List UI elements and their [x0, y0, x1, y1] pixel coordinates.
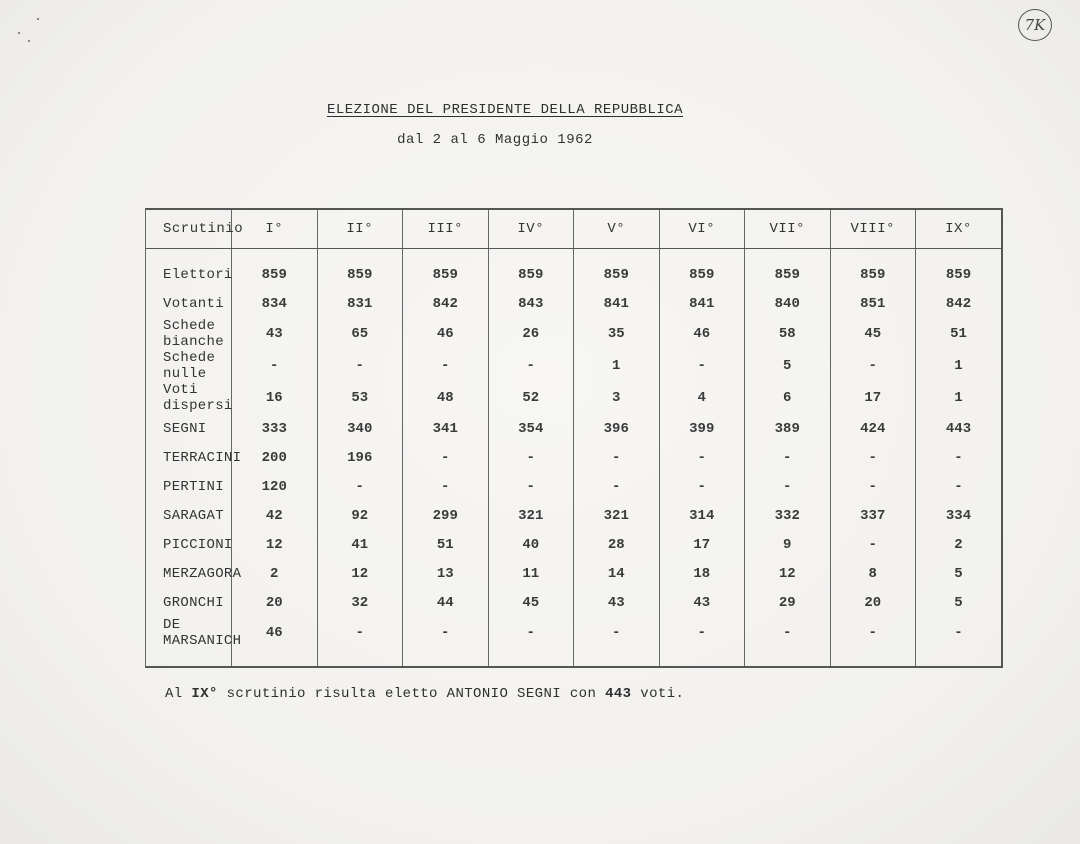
spacer-cell — [830, 249, 916, 261]
table-cell: - — [488, 443, 574, 472]
table-cell: 337 — [830, 501, 916, 530]
table-cell: 46 — [403, 318, 489, 350]
table-cell: 842 — [945, 295, 972, 312]
table-header-row — [146, 210, 1001, 249]
table-cell: 831 — [317, 289, 403, 318]
table-cell: 51 — [403, 530, 489, 559]
table-cell: 43 — [232, 318, 318, 350]
table-cell: 334 — [945, 507, 972, 524]
row-header-cell: Scrutinio — [146, 210, 232, 249]
table-cell: - — [830, 617, 916, 649]
table-cell: 851 — [830, 289, 916, 318]
table-cell: 40 — [488, 530, 574, 559]
ballot-results-table — [145, 208, 1003, 668]
table-cell: 13 — [403, 559, 489, 588]
table-cell: - — [488, 350, 574, 382]
spacer-cell — [916, 649, 1002, 666]
table-cell: 1 — [954, 390, 963, 406]
table-cell: 20 — [232, 588, 318, 617]
column-header-8: VIII° — [830, 210, 916, 249]
row-label: SEGNI — [146, 414, 232, 443]
table-cell: 45 — [488, 588, 574, 617]
spacer-cell — [403, 649, 489, 666]
table-cell: 52 — [488, 382, 574, 414]
table-row — [146, 318, 1001, 350]
table-cell: 5 — [745, 350, 831, 382]
table-cell: 53 — [317, 382, 403, 414]
table-cell: 859 — [945, 266, 972, 283]
spacer-cell — [317, 649, 403, 666]
table-row — [146, 530, 1001, 559]
spacer-cell — [232, 649, 318, 666]
result-statement — [165, 686, 684, 702]
table-cell: 842 — [403, 289, 489, 318]
table-cell: 12 — [745, 559, 831, 588]
spacer-cell — [403, 249, 489, 261]
table-row — [146, 501, 1001, 530]
spacer-cell — [830, 649, 916, 666]
column-header-6: VI° — [659, 210, 745, 249]
table-cell: - — [403, 350, 489, 382]
column-header-5: V° — [574, 210, 660, 249]
table-cell: 321 — [488, 501, 574, 530]
table-row — [146, 588, 1001, 617]
table-cell: - — [574, 443, 660, 472]
table-row — [146, 617, 1001, 649]
table-cell: - — [317, 617, 403, 649]
footer-prefix: Al — [165, 686, 192, 702]
table-cell: 332 — [745, 501, 831, 530]
column-header-7: VII° — [745, 210, 831, 249]
table-cell: - — [830, 443, 916, 472]
table-cell: 1 — [574, 350, 660, 382]
table-cell: 341 — [403, 414, 489, 443]
table-cell: - — [659, 443, 745, 472]
column-header-2: II° — [317, 210, 403, 249]
scan-speck — [37, 18, 39, 20]
table-cell: 46 — [659, 318, 745, 350]
table-cell: 2 — [232, 559, 318, 588]
table-cell: 396 — [574, 414, 660, 443]
table-cell: 14 — [574, 559, 660, 588]
footer-votes: 443 — [605, 686, 632, 702]
table-cell: 58 — [745, 318, 831, 350]
table-cell: 41 — [317, 530, 403, 559]
table-row — [146, 559, 1001, 588]
table-cell: 200 — [232, 443, 318, 472]
table-cell: 859 — [488, 260, 574, 289]
table-cell: 17 — [830, 382, 916, 414]
table-cell: - — [745, 443, 831, 472]
table-row — [146, 472, 1001, 501]
document-title: ELEZIONE DEL PRESIDENTE DELLA REPUBBLICA — [326, 102, 684, 118]
table-cell: 834 — [232, 289, 318, 318]
table-cell: 6 — [745, 382, 831, 414]
table-cell: - — [954, 449, 963, 466]
column-header-1: I° — [232, 210, 318, 249]
table-cell: 5 — [954, 565, 963, 582]
table-cell: 859 — [574, 260, 660, 289]
spacer-cell — [146, 249, 232, 261]
table-cell: - — [232, 350, 318, 382]
table-cell: 11 — [488, 559, 574, 588]
spacer-cell — [317, 249, 403, 261]
spacer-cell — [745, 649, 831, 666]
table-cell: 8 — [830, 559, 916, 588]
table-cell: 841 — [659, 289, 745, 318]
table-cell: 9 — [745, 530, 831, 559]
table-row — [146, 414, 1001, 443]
table-cell: 299 — [403, 501, 489, 530]
table-cell: 16 — [232, 382, 318, 414]
row-label: MERZAGORA — [146, 559, 232, 588]
table-row — [146, 260, 1001, 289]
row-label: Voti dispersi — [146, 382, 232, 414]
table-cell: 1 — [954, 358, 963, 374]
table-cell: 28 — [574, 530, 660, 559]
table-cell: 120 — [232, 472, 318, 501]
table-cell: 354 — [488, 414, 574, 443]
table-row — [146, 350, 1001, 382]
table-cell: 92 — [317, 501, 403, 530]
table-cell: - — [830, 350, 916, 382]
table-cell: 859 — [317, 260, 403, 289]
row-label: Votanti — [146, 289, 232, 318]
table-cell: 843 — [488, 289, 574, 318]
table-cell: 859 — [403, 260, 489, 289]
table-cell: 43 — [659, 588, 745, 617]
table-cell: - — [659, 472, 745, 501]
handwritten-page-mark — [1018, 9, 1052, 41]
document-subtitle: dal 2 al 6 Maggio 1962 — [397, 132, 593, 148]
row-label: Schede bianche — [146, 318, 232, 350]
page-mark-text: 7K — [1024, 16, 1046, 34]
table-cell: 43 — [574, 588, 660, 617]
footer-middle: scrutinio risulta eletto ANTONIO SEGNI con — [217, 686, 606, 702]
table-cell: - — [403, 443, 489, 472]
table-cell: - — [954, 478, 963, 495]
table-cell: 29 — [745, 588, 831, 617]
spacer-cell — [146, 649, 232, 666]
table-cell: - — [574, 472, 660, 501]
table-cell: - — [488, 617, 574, 649]
spacer-cell — [745, 249, 831, 261]
row-label: Elettori — [146, 260, 232, 289]
table-cell: 35 — [574, 318, 660, 350]
table-cell: 840 — [745, 289, 831, 318]
row-label: PICCIONI — [146, 530, 232, 559]
table-cell: 18 — [659, 559, 745, 588]
spacer-cell — [659, 249, 745, 261]
spacer-cell — [659, 649, 745, 666]
table-cell: 65 — [317, 318, 403, 350]
column-header-4: IV° — [488, 210, 574, 249]
table-cell: 4 — [659, 382, 745, 414]
table-cell: 321 — [574, 501, 660, 530]
spacer-row — [146, 249, 1001, 261]
table-cell: - — [403, 617, 489, 649]
table-cell: - — [830, 472, 916, 501]
table-cell: 3 — [574, 382, 660, 414]
spacer-cell — [232, 249, 318, 261]
table-cell: - — [317, 350, 403, 382]
table-cell: 45 — [830, 318, 916, 350]
table-row — [146, 443, 1001, 472]
table-cell: 44 — [403, 588, 489, 617]
column-header-3: III° — [403, 210, 489, 249]
row-label: DE MARSANICH — [146, 617, 232, 649]
row-label: SARAGAT — [146, 501, 232, 530]
table-cell: 340 — [317, 414, 403, 443]
table-cell: 51 — [950, 326, 967, 342]
table-cell: - — [659, 350, 745, 382]
table-cell: 46 — [232, 617, 318, 649]
table-cell: - — [745, 472, 831, 501]
results-table — [146, 210, 1001, 666]
table-cell: 859 — [745, 260, 831, 289]
row-label: Schede nulle — [146, 350, 232, 382]
spacer-cell — [574, 249, 660, 261]
row-label: PERTINI — [146, 472, 232, 501]
table-cell: 443 — [945, 420, 972, 437]
column-header-9: IX° — [916, 210, 1002, 249]
table-cell: - — [317, 472, 403, 501]
table-cell: - — [403, 472, 489, 501]
footer-round: IX° — [191, 686, 218, 702]
row-label: GRONCHI — [146, 588, 232, 617]
table-cell: 20 — [830, 588, 916, 617]
table-cell: 42 — [232, 501, 318, 530]
table-cell: 12 — [232, 530, 318, 559]
table-cell: - — [954, 625, 963, 641]
footer-suffix: voti. — [631, 686, 685, 702]
row-label: TERRACINI — [146, 443, 232, 472]
table-cell: 196 — [317, 443, 403, 472]
table-cell: 424 — [830, 414, 916, 443]
table-body — [146, 249, 1001, 667]
table-cell: 2 — [954, 536, 963, 553]
scan-speck — [28, 40, 30, 42]
table-cell: 859 — [830, 260, 916, 289]
spacer-cell — [916, 249, 1002, 261]
table-cell: 859 — [659, 260, 745, 289]
scan-speck — [18, 32, 20, 34]
spacer-cell — [574, 649, 660, 666]
table-cell: - — [745, 617, 831, 649]
table-cell: - — [830, 530, 916, 559]
table-cell: 859 — [232, 260, 318, 289]
table-cell: - — [659, 617, 745, 649]
table-cell: 26 — [488, 318, 574, 350]
spacer-row — [146, 649, 1001, 666]
table-cell: 333 — [232, 414, 318, 443]
table-cell: 841 — [574, 289, 660, 318]
table-cell: - — [574, 617, 660, 649]
table-cell: 32 — [317, 588, 403, 617]
table-cell: 314 — [659, 501, 745, 530]
table-cell: - — [488, 472, 574, 501]
table-cell: 48 — [403, 382, 489, 414]
table-cell: 399 — [659, 414, 745, 443]
table-cell: 389 — [745, 414, 831, 443]
spacer-cell — [488, 649, 574, 666]
spacer-cell — [488, 249, 574, 261]
table-row — [146, 382, 1001, 414]
table-cell: 12 — [317, 559, 403, 588]
table-row — [146, 289, 1001, 318]
table-cell: 5 — [954, 594, 963, 611]
table-cell: 17 — [659, 530, 745, 559]
